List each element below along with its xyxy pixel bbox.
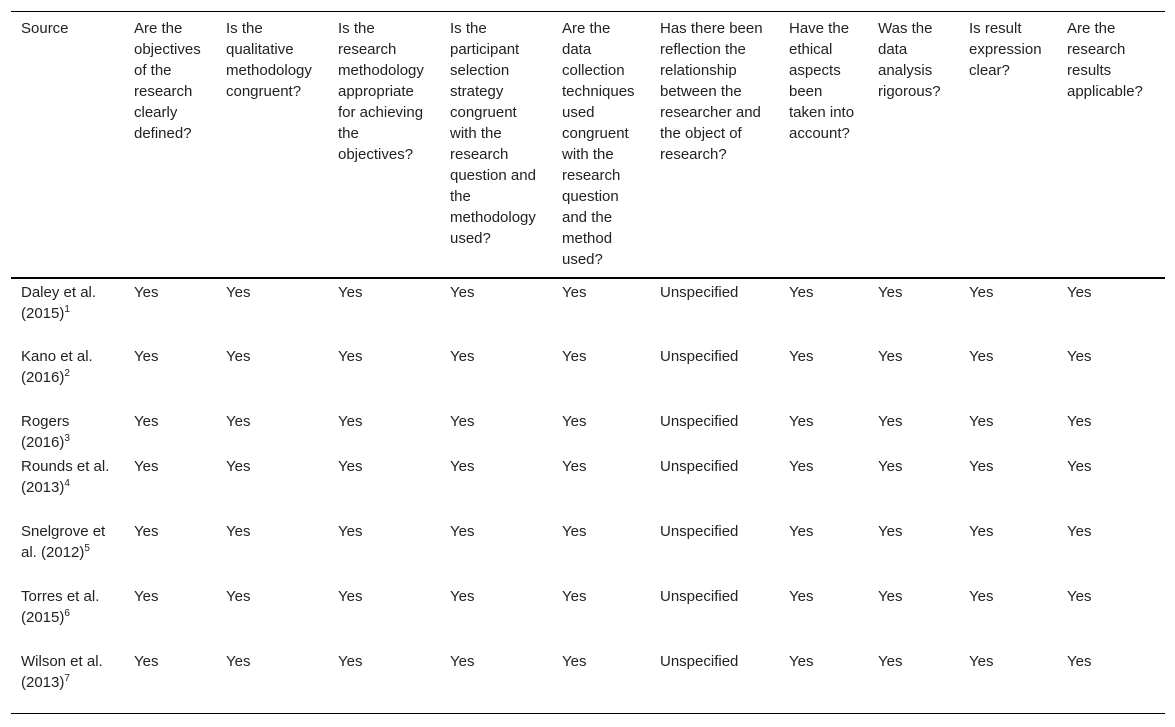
header-participant-selection: Is the participant selection strategy congruent with the research question and the methodology used?: [450, 20, 536, 247]
assessment-cell: Yes: [878, 284, 903, 301]
source-citation: Rounds et al. (2013): [21, 458, 110, 496]
quality-assessment-table-container: [11, 11, 1165, 714]
quality-assessment-table: [11, 11, 1165, 714]
assessment-cell: Yes: [969, 458, 994, 475]
table-body: [11, 278, 1165, 713]
source-citation: Kano et al. (2016): [21, 348, 93, 386]
reference-number: 4: [64, 478, 70, 489]
assessment-cell: Yes: [226, 413, 251, 430]
assessment-cell: Unspecified: [660, 588, 739, 605]
assessment-cell: Yes: [134, 348, 159, 365]
assessment-cell: Yes: [878, 458, 903, 475]
assessment-cell: Yes: [134, 458, 159, 475]
source-cell: [11, 408, 124, 453]
assessment-cell: Yes: [789, 458, 814, 475]
assessment-cell: Yes: [562, 348, 587, 365]
assessment-cell: Yes: [134, 588, 159, 605]
assessment-cell: Yes: [134, 413, 159, 430]
assessment-cell: Yes: [878, 588, 903, 605]
assessment-cell: Yes: [1067, 588, 1092, 605]
assessment-cell: Yes: [789, 284, 814, 301]
assessment-cell: Yes: [562, 588, 587, 605]
assessment-cell: Unspecified: [660, 523, 739, 540]
assessment-cell: Yes: [562, 284, 587, 301]
assessment-cell: Yes: [562, 458, 587, 475]
assessment-cell: Yes: [878, 413, 903, 430]
reference-number: 5: [84, 543, 90, 554]
assessment-cell: Yes: [878, 348, 903, 365]
assessment-cell: Yes: [450, 523, 475, 540]
source-citation: Torres et al. (2015): [21, 588, 100, 626]
assessment-cell: Yes: [1067, 348, 1092, 365]
assessment-cell: Yes: [338, 458, 363, 475]
source-cell: [11, 453, 124, 518]
header-objectives-defined: Are the objectives of the research clearly defined?: [134, 20, 201, 142]
source-citation: Rogers (2016): [21, 413, 70, 451]
assessment-cell: Yes: [969, 588, 994, 605]
assessment-cell: Yes: [789, 413, 814, 430]
assessment-cell: Yes: [226, 653, 251, 670]
table-row: [11, 278, 1165, 343]
header-row: [11, 12, 1165, 279]
reference-number: 1: [64, 304, 70, 315]
header-researcher-reflection: Has there been reflection the relationship between the researcher and the object of research?: [660, 20, 763, 163]
assessment-cell: Unspecified: [660, 413, 739, 430]
header-result-expression: Is result expression clear?: [969, 20, 1042, 79]
header-methodology-appropriate: Is the research methodology appropriate for achieving the objectives?: [338, 20, 424, 163]
assessment-cell: Yes: [338, 284, 363, 301]
assessment-cell: Yes: [450, 653, 475, 670]
assessment-cell: Yes: [338, 348, 363, 365]
source-cell: [11, 648, 124, 713]
header-results-applicable: Are the research results applicable?: [1067, 20, 1143, 100]
assessment-cell: Unspecified: [660, 348, 739, 365]
source-cell: [11, 518, 124, 583]
source-cell: [11, 583, 124, 648]
table-row: [11, 583, 1165, 648]
assessment-cell: Yes: [878, 653, 903, 670]
assessment-cell: Yes: [134, 653, 159, 670]
header-ethical-aspects: Have the ethical aspects been taken into account?: [789, 20, 855, 142]
assessment-cell: Yes: [1067, 653, 1092, 670]
assessment-cell: Yes: [226, 284, 251, 301]
source-citation: Daley et al. (2015): [21, 284, 97, 322]
assessment-cell: Yes: [789, 653, 814, 670]
assessment-cell: Yes: [562, 653, 587, 670]
assessment-cell: Yes: [134, 523, 159, 540]
assessment-cell: Yes: [1067, 413, 1092, 430]
assessment-cell: Yes: [450, 458, 475, 475]
assessment-cell: Yes: [969, 653, 994, 670]
assessment-cell: Yes: [226, 458, 251, 475]
table-row: [11, 648, 1165, 713]
assessment-cell: Yes: [450, 413, 475, 430]
assessment-cell: Yes: [226, 523, 251, 540]
assessment-cell: Yes: [338, 523, 363, 540]
assessment-cell: Yes: [338, 588, 363, 605]
assessment-cell: Yes: [450, 348, 475, 365]
assessment-cell: Yes: [969, 413, 994, 430]
table-row: [11, 518, 1165, 583]
assessment-cell: Yes: [789, 588, 814, 605]
table-row: [11, 343, 1165, 408]
header-qualitative-methodology: Is the qualitative methodology congruent?: [226, 20, 312, 100]
assessment-cell: Unspecified: [660, 653, 739, 670]
assessment-cell: Yes: [226, 348, 251, 365]
reference-number: 6: [64, 608, 70, 619]
assessment-cell: Yes: [969, 348, 994, 365]
assessment-cell: Yes: [789, 348, 814, 365]
assessment-cell: Yes: [969, 523, 994, 540]
assessment-cell: Yes: [562, 413, 587, 430]
assessment-cell: Yes: [134, 284, 159, 301]
reference-number: 3: [64, 433, 70, 444]
assessment-cell: Unspecified: [660, 458, 739, 475]
header-data-collection: Are the data collection techniques used congruent with the research question and the method used?: [562, 20, 635, 268]
reference-number: 7: [64, 673, 70, 684]
assessment-cell: Yes: [450, 284, 475, 301]
assessment-cell: Yes: [1067, 284, 1092, 301]
assessment-cell: Yes: [562, 523, 587, 540]
source-cell: [11, 278, 124, 343]
assessment-cell: Yes: [1067, 458, 1092, 475]
source-citation: Snelgrove et al. (2012): [21, 523, 106, 561]
header-data-analysis: Was the data analysis rigorous?: [878, 20, 941, 100]
assessment-cell: Yes: [969, 284, 994, 301]
source-cell: [11, 343, 124, 408]
table-row: [11, 408, 1165, 453]
assessment-cell: Yes: [878, 523, 903, 540]
assessment-cell: Yes: [789, 523, 814, 540]
assessment-cell: Unspecified: [660, 284, 739, 301]
assessment-cell: Yes: [226, 588, 251, 605]
reference-number: 2: [64, 368, 70, 379]
assessment-cell: Yes: [450, 588, 475, 605]
assessment-cell: Yes: [338, 413, 363, 430]
header-source: Source: [21, 20, 69, 37]
assessment-cell: Yes: [338, 653, 363, 670]
source-citation: Wilson et al. (2013): [21, 653, 103, 691]
table-row: [11, 453, 1165, 518]
assessment-cell: Yes: [1067, 523, 1092, 540]
